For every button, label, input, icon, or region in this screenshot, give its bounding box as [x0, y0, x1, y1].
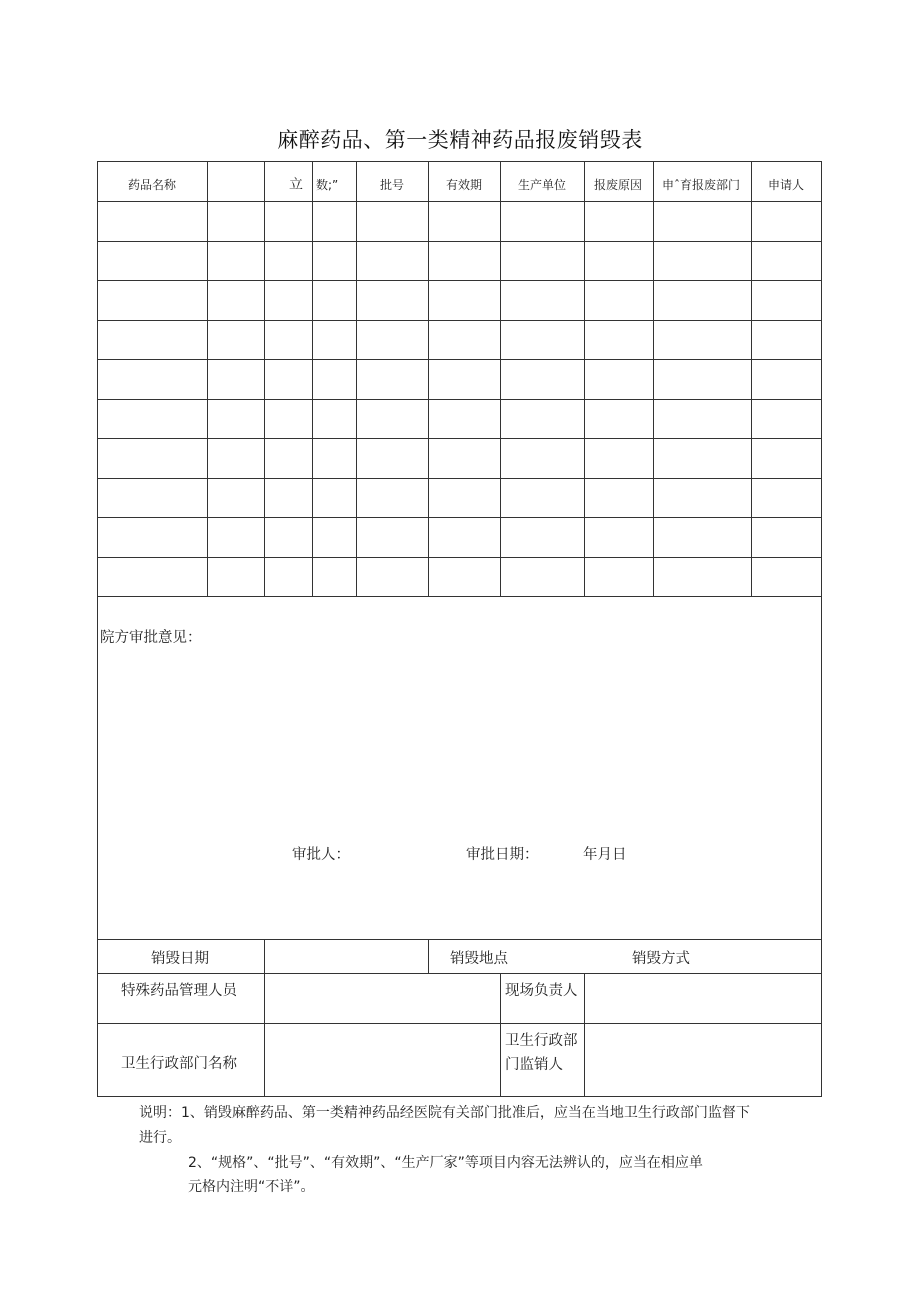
health-dept-supervisor-label-2: 门监销人 — [505, 1057, 563, 1073]
table-bottom-border — [97, 1096, 822, 1097]
destruction-method-label: 销毁方式 — [632, 951, 690, 967]
health-dept-supervisor-label-1: 卫生行政部 — [505, 1033, 578, 1049]
col-line — [356, 161, 357, 597]
special-drug-manager-label: 特殊药品管理人员 — [121, 983, 237, 999]
header-drug-name: 药品名称 — [128, 178, 177, 192]
row-line — [97, 320, 822, 321]
header-expiry: 有效期 — [446, 178, 483, 192]
approval-label: 院方审批意见： — [100, 630, 202, 646]
section-line — [97, 1023, 822, 1024]
table-right-border — [821, 161, 822, 1097]
note-line-1: 说明：1、销毁麻醉药品、第一类精神药品经医院有关部门批准后，应当在当地卫生行政部门监督下 — [139, 1105, 750, 1121]
col-line — [751, 161, 752, 597]
row-line — [97, 557, 822, 558]
section-col-line — [584, 973, 585, 1097]
section-line — [97, 939, 822, 940]
table-left-border — [97, 161, 98, 1097]
header-spec: 立 — [289, 177, 303, 193]
col-line — [500, 161, 501, 597]
row-line — [97, 201, 822, 202]
approval-date-label: 审批日期： — [466, 847, 539, 863]
destruction-location-label: 销毁地点 — [450, 951, 508, 967]
note-line-2: 进行。 — [139, 1130, 181, 1146]
header-scrap-reason: 报废原因 — [594, 178, 643, 192]
row-line — [97, 478, 822, 479]
section-line — [97, 973, 822, 974]
header-applying-dept: 申ˆ育报废部门 — [662, 178, 741, 192]
row-line — [97, 359, 822, 360]
approval-date-value: 年月日 — [583, 847, 627, 863]
row-line — [97, 399, 822, 400]
approver-label: 审批人： — [292, 847, 350, 863]
header-applicant: 申请人 — [768, 178, 805, 192]
table-top-border — [97, 161, 822, 162]
destruction-date-label: 销毁日期 — [151, 951, 209, 967]
row-line — [97, 241, 822, 242]
row-line — [97, 517, 822, 518]
col-line — [428, 161, 429, 597]
note-line-4: 元格内注明“不详”。 — [188, 1179, 315, 1195]
section-col-line — [500, 973, 501, 1097]
col-line — [653, 161, 654, 597]
row-line — [97, 596, 822, 597]
section-col-line — [428, 939, 429, 974]
page-title: 麻醉药品、第一类精神药品报废销毁表 — [277, 128, 643, 152]
note-line-3: 2、“规格”、“批号”、“有效期”、“生产厂家”等项目内容无法辨认的，应当在相应单 — [188, 1155, 703, 1171]
row-line — [97, 438, 822, 439]
row-line — [97, 280, 822, 281]
col-line — [584, 161, 585, 597]
health-dept-name-label: 卫生行政部门名称 — [121, 1056, 237, 1072]
header-batch-number: 批号 — [380, 178, 405, 192]
onsite-responsible-label: 现场负责人 — [505, 983, 578, 999]
section-col-line — [264, 939, 265, 1097]
col-line — [264, 161, 265, 597]
col-line — [312, 161, 313, 597]
col-line — [207, 161, 208, 597]
header-quantity: 数;” — [316, 178, 339, 192]
header-manufacturer: 生产单位 — [518, 178, 567, 192]
